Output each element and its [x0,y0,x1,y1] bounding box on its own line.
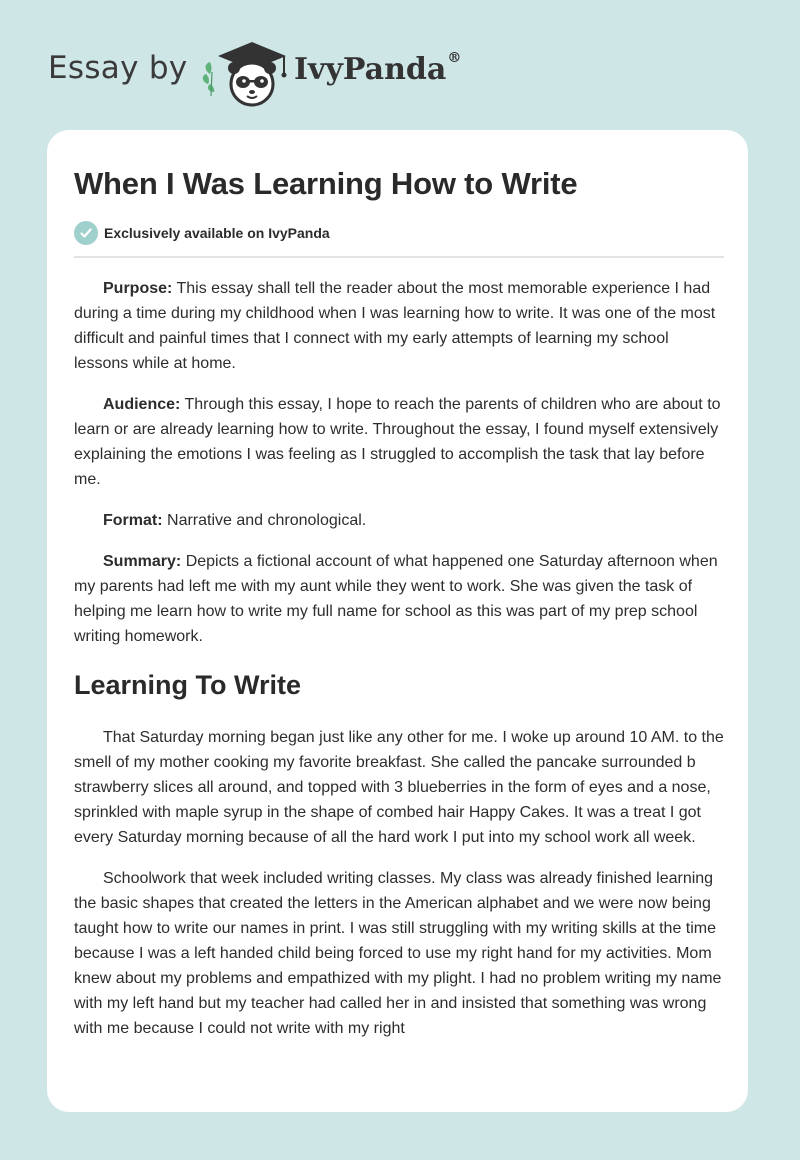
body-paragraph: Schoolwork that week included writing classes. My class was already finished learning the basic shapes that created the letters in the American alphabet and we were now being taught how to write our names in print. I was still struggling with my writing skills at the time because I was a left handed child being forced to use my right hand for my activities. Mom knew about my problems and empathized with my plight. I had no problem writing my name with my left hand but my teacher had called her in and insisted that something was wrong with me because I could not write with my right [74,870,722,1037]
intro-paragraph-summary: Summary: Depicts a fictional account of what happened one Saturday afternoon when my parents had left me with my aunt while they went to work. She was given the task of helping me learn how to write my full name for school as this was part of my prep school writing homework. [74,553,718,645]
site-header [0,0,800,130]
essay-card [47,130,748,1112]
essay-title: When I Was Learning How to Write [74,166,578,201]
intro-paragraph-format: Format: Narrative and chronological. [103,512,367,529]
section-heading: Learning To Write [74,670,302,700]
essay-by-label: Essay by [48,50,188,86]
intro-paragraph-purpose: Purpose: This essay shall tell the reader about the most memorable experience I had during a time during my childhood when I was learning how to write. It was one of the most difficult and painful times that I connect with my early attempts of learning my school lessons while at home. [74,280,716,372]
intro-paragraph-audience: Audience: Through this essay, I hope to reach the parents of children who are about to learn or are already learning how to write. Throughout the essay, I found myself extensively explaining the emotions I was feeling as I struggled to accomplish the task that lay before me. [74,396,721,488]
check-circle-icon [74,221,98,245]
brand-name[interactable]: IvyPanda® [294,50,462,87]
panda-graduate-logo[interactable] [200,34,292,108]
exclusive-badge [74,220,724,246]
essay-content [74,162,724,1041]
divider [74,256,724,258]
ivy-leaf-icon [203,62,214,96]
badge-label: Exclusively available on IvyPanda [104,225,330,241]
body-paragraph: That Saturday morning began just like any other for me. I woke up around 10 AM. to the smell of my mother cooking my favorite breakfast. She called the pancake surrounded b strawberry slices all around, and topped with 3 blueberries in the form of eyes and a nose, sprinkled with maple syrup in the shape of combed hair Happy Cakes. It was a treat I got every Saturday morning because of all the hard work I put into my school work all week. [74,729,724,846]
